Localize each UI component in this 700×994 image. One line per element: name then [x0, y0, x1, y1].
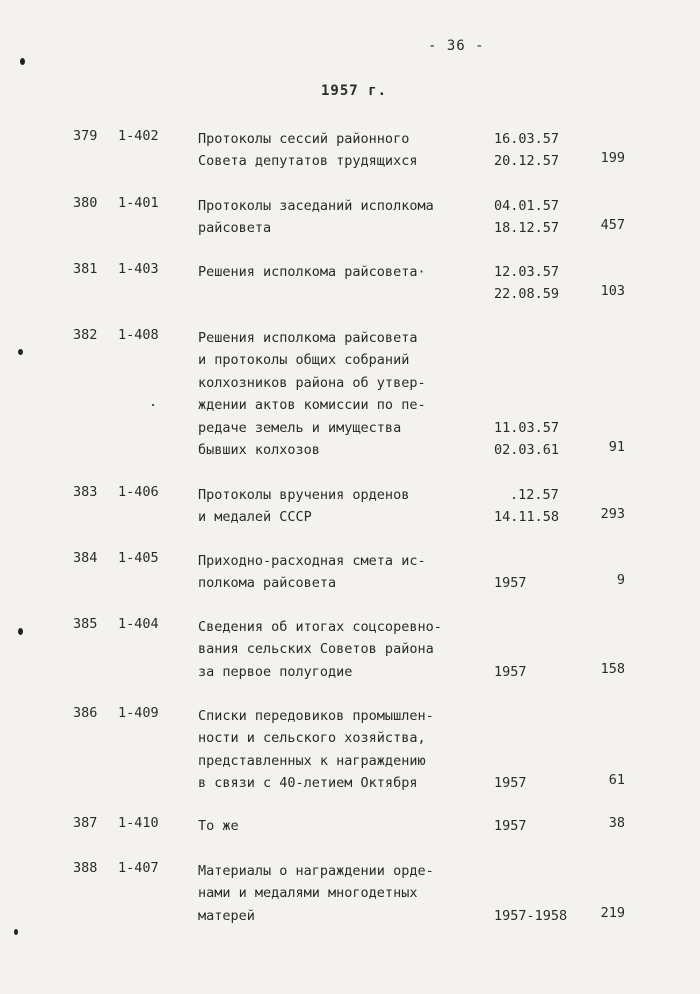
entry-description [198, 128, 417, 173]
year-heading: 1957 г. [321, 83, 388, 99]
page-count: 61 [608, 772, 625, 789]
entry-code: 1-407 [118, 860, 159, 876]
entry-description [198, 327, 426, 461]
scan-speck [20, 58, 25, 65]
description-line: Совета депутатов трудящихся [198, 153, 418, 170]
date-start: 11.03.57 [494, 419, 560, 436]
date-end: 02.03.61 [494, 442, 560, 458]
date-end: 14.11.58 [494, 509, 560, 526]
description-line: ждении актов комиссии по пе- [198, 397, 426, 414]
date-start: 04.01.57 [494, 198, 560, 214]
description-line: Протоколы вручения орденов [198, 487, 410, 503]
entry-code: 1-401 [118, 195, 159, 211]
scan-speck [14, 929, 18, 935]
entry-number: 387 [73, 815, 98, 831]
description-line: и протоколы общих собраний [198, 352, 410, 369]
entry-description [198, 261, 426, 283]
description-line: матерей [198, 907, 255, 924]
date-end: 1957 [494, 663, 527, 680]
description-line: Материалы о награждении орде- [198, 863, 434, 879]
entry-code: 1-410 [118, 815, 159, 831]
scan-speck [18, 628, 23, 635]
description-line: и медалей СССР [198, 509, 312, 526]
date-end: 1957 [494, 775, 527, 792]
entry-code: 1-409 [118, 705, 159, 721]
entry-number: 388 [73, 860, 98, 876]
page-count: 38 [608, 815, 625, 831]
date-start: .12.57 [510, 487, 559, 503]
entry-code: 1-404 [118, 616, 159, 632]
date-start: 16.03.57 [494, 131, 560, 147]
page-count: 199 [600, 150, 625, 167]
description-line: Решения исполкома райсовета [198, 330, 418, 346]
entry-number: 386 [73, 705, 98, 721]
description-line: полкома райсовета [198, 575, 337, 592]
description-line: Сведения об итогах соцсоревно- [198, 619, 442, 635]
entry-number: 383 [73, 484, 98, 500]
entry-description [198, 195, 434, 240]
entry-number: 380 [73, 195, 98, 211]
entry-number: 385 [73, 616, 98, 632]
page-number: - 36 - [428, 38, 485, 54]
date-end: 1957 [494, 818, 527, 834]
description-line: редаче земель и имущества [198, 419, 402, 436]
page-count: 293 [600, 506, 625, 523]
page-count: 457 [600, 217, 625, 234]
entry-description [198, 484, 409, 529]
entry-description [198, 616, 442, 683]
description-line: вания сельских Советов района [198, 641, 434, 658]
description-line: в связи с 40-летием Октября [198, 775, 418, 792]
entry-description [198, 550, 426, 595]
date-end: 20.12.57 [494, 153, 560, 170]
date-start: 12.03.57 [494, 264, 560, 280]
description-line: То же [198, 818, 239, 834]
entry-code: 1-403 [118, 261, 159, 277]
description-line: представленных к награждению [198, 752, 426, 769]
description-line: Протоколы заседаний исполкома [198, 198, 434, 214]
date-end: 18.12.57 [494, 220, 560, 237]
description-line: Протоколы сессий районного [198, 131, 410, 147]
page-count: 158 [600, 660, 625, 677]
description-line: нами и медалями многодетных [198, 885, 418, 902]
description-line: райсовета [198, 220, 272, 237]
description-line: за первое полугодие [198, 663, 353, 680]
entry-description [198, 705, 434, 795]
description-line: Приходно-расходная смета ис- [198, 553, 426, 569]
date-end: 1957-1958 [494, 907, 568, 924]
description-line: Решения исполкома райсовета· [198, 264, 426, 280]
entry-number: 379 [73, 128, 98, 144]
description-line: бывших колхозов [198, 442, 320, 459]
entry-code: 1-406 [118, 484, 159, 500]
date-end: 22.08.59 [494, 286, 560, 303]
page-count: 103 [600, 283, 625, 300]
description-line: ности и сельского хозяйства, [198, 730, 426, 747]
entry-number: 384 [73, 550, 98, 566]
page-count: 9 [616, 572, 625, 589]
description-line: колхозников района об утвер- [198, 374, 426, 391]
description-line: Списки передовиков промышлен- [198, 708, 434, 724]
page-count: 219 [600, 904, 625, 921]
page-count: 91 [608, 439, 625, 455]
entry-code: 1-402 [118, 128, 159, 144]
entry-description [198, 815, 239, 837]
entry-code: 1-405 [118, 550, 159, 566]
scan-speck [152, 404, 154, 406]
entry-code: 1-408 [118, 327, 159, 343]
date-end: 1957 [494, 575, 527, 592]
entry-number: 381 [73, 261, 98, 277]
entry-description [198, 860, 434, 927]
scan-speck [18, 349, 23, 355]
entry-number: 382 [73, 327, 98, 343]
